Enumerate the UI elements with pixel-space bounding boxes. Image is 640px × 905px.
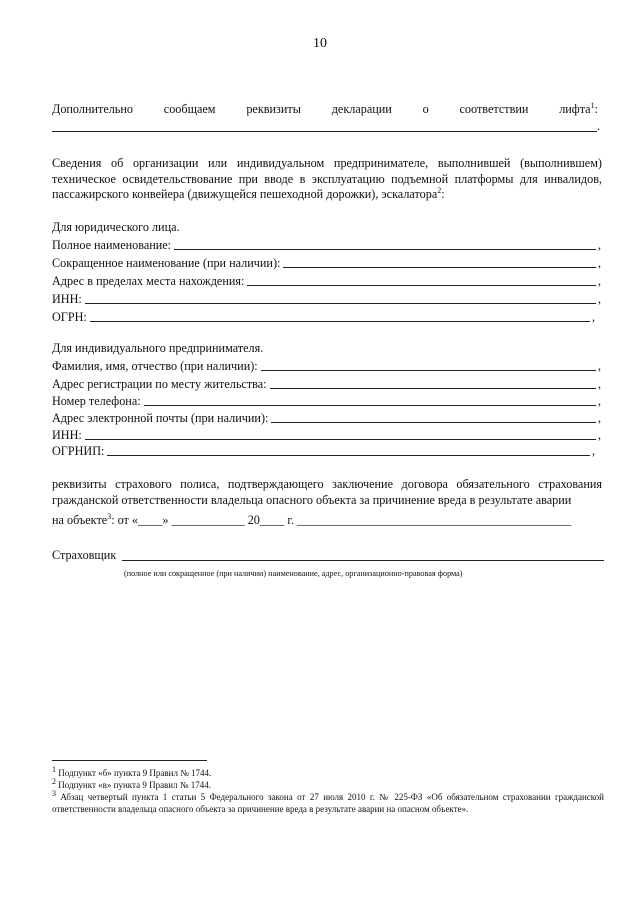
intro-word-last: лифта$^1$: <box>559 100 598 116</box>
full-person-name-field[interactable]: Фамилия, имя, отчество (при наличии): , <box>52 358 602 373</box>
intro-word: реквизиты <box>246 102 301 116</box>
input-line[interactable] <box>283 267 596 268</box>
footnote-ref-1: 1 <box>590 100 595 110</box>
individual-heading: Для индивидуального предпринимателя. <box>52 341 264 355</box>
input-line[interactable] <box>107 455 590 456</box>
field-label: ИНН: <box>52 291 82 306</box>
address-field[interactable]: Адрес в пределах места нахождения: , <box>52 273 602 288</box>
field-label: Адрес регистрации по месту жительства: <box>52 376 267 391</box>
intro-word: сообщаем <box>163 102 216 116</box>
page-number: 10 <box>313 36 327 51</box>
input-line[interactable] <box>270 388 596 389</box>
email-field[interactable]: Адрес электронной почты (при наличии): , <box>52 410 602 425</box>
inn-field[interactable]: ИНН: , <box>52 291 602 306</box>
field-label: Адрес электронной почты (при наличии): <box>52 410 269 425</box>
field-label: Полное наименование: <box>52 237 172 252</box>
full-name-field[interactable]: Полное наименование: , <box>52 237 602 252</box>
organization-paragraph: Сведения об организации или индивидуальном предпринимателе, выполнившей (выполнившем) техническое освидетельствование при вводе в эксплуатацию подъемной платформы для инвалидов, пассажирского конвейера (движущейся пешеходной дорожки), эскалатора$^2$: <box>52 156 602 201</box>
field-label: Сокращенное наименование (при наличии): <box>52 255 281 270</box>
registration-address-field[interactable]: Адрес регистрации по месту жительства: , <box>52 376 602 391</box>
insurer-input-line[interactable] <box>122 560 604 561</box>
input-line[interactable] <box>85 303 596 304</box>
insurer-label: Страховщик <box>52 548 117 562</box>
footnote-3: $^3$ Абзац четвертый пункта 1 статьи 5 Федерального закона от 27 июля 2010 г. № 225-ФЗ «Об обязательном страховании гражданской ответственности владельца опасного объекта за причинение вреда в результате аварии на опасном объекте». <box>52 789 604 814</box>
input-line[interactable] <box>247 285 596 286</box>
input-line[interactable] <box>174 249 596 250</box>
field-label: ОГРНИП: <box>52 443 105 458</box>
intro-word: соответствии <box>459 102 529 116</box>
intro-word: о <box>422 102 429 116</box>
intro-word: Дополнительно <box>52 102 133 116</box>
footnote-ref-2: 2 <box>437 185 442 195</box>
intro-line <box>52 102 598 118</box>
footnote-ref-3: 3 <box>107 511 112 521</box>
ogrnip-field[interactable]: ОГРНИП: , <box>52 443 596 458</box>
footnote-1: $^1$ Подпункт «б» пункта 9 Правил № 1744. <box>52 765 212 778</box>
field-label: Фамилия, имя, отчество (при наличии): <box>52 358 258 373</box>
declaration-end-period: . <box>597 119 601 133</box>
ogrn-field[interactable]: ОГРН: , <box>52 309 596 324</box>
footnote-2: $^2$ Подпункт «в» пункта 9 Правил № 1744. <box>52 777 211 790</box>
intro-word: декларации <box>331 102 392 116</box>
input-line[interactable] <box>85 439 596 440</box>
input-line[interactable] <box>261 370 596 371</box>
insurance-date-line[interactable]: на объекте$^3$: от «____» ____________ 20____ г. _____________________________________________ <box>52 511 572 527</box>
phone-field[interactable]: Номер телефона: , <box>52 393 602 408</box>
short-name-field[interactable]: Сокращенное наименование (при наличии): , <box>52 255 602 270</box>
insurer-caption: (полное или сокращенное (при наличии) наименование, адрес, организационно-правовая форма) <box>124 569 463 578</box>
input-line[interactable] <box>271 422 596 423</box>
footnote-separator <box>52 760 207 761</box>
individual-inn-field[interactable]: ИНН: , <box>52 427 602 442</box>
input-line[interactable] <box>90 321 590 322</box>
field-label: ОГРН: <box>52 309 87 324</box>
declaration-input-line[interactable] <box>52 131 597 132</box>
field-label: ИНН: <box>52 427 82 442</box>
legal-entity-heading: Для юридического лица. <box>52 220 180 234</box>
insurance-paragraph: реквизиты страхового полиса, подтверждающего заключение договора обязательного страхования гражданской ответственности владельца опасного объекта за причинение вреда в результате аварии <box>52 477 602 507</box>
insurer-field[interactable] <box>52 548 604 564</box>
field-label: Номер телефона: <box>52 393 141 408</box>
input-line[interactable] <box>144 405 596 406</box>
field-label: Адрес в пределах места нахождения: <box>52 273 245 288</box>
